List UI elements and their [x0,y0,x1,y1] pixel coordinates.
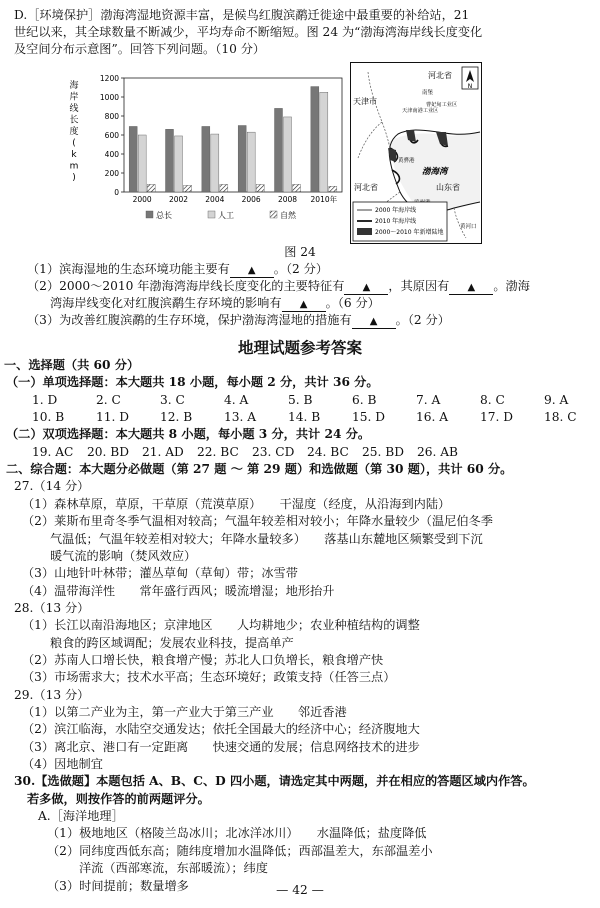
answer-choice: 16. A [416,410,449,424]
north-label: N [467,83,473,90]
answer-line: （2）滨江临海，水陆空交通发达；依托全国最大的经济中心；经济腹地大 [22,722,420,736]
map-label-huanghua: 黄骅港 [398,158,415,164]
y-axis-label-char: 长 [69,115,79,126]
bohai-bay-map [350,62,482,244]
legend-swatch [146,211,153,218]
answer-line: 若多做，则按作答的前两题评分。 [27,792,210,806]
map-legend [353,202,447,241]
answer-choice: 1. D [32,393,58,407]
map-label-nanpu: 南堡 [422,90,434,96]
north-arrow-icon [462,67,478,90]
legend-2010: 2010 年海岸线 [375,218,417,225]
legend-label: 总长 [156,211,172,220]
answer-choice: 4. A [224,393,249,407]
answer-line: 气温低；气温年较差相对较大；年降水量较多） 落基山东麓地区频繁受到下沉 [50,532,483,546]
legend-swatch [270,211,277,218]
map-label-tianjin-nangang: 天津南港工业区 [402,108,439,114]
answer-choice: 2. C [96,393,121,407]
answer-line: （2）苏南人口增长快，粮食增产慢；苏北人口负增长，粮食增产快 [22,653,384,667]
question-line-1: D.［环境保护］渤海湾湿地资源丰富，是候鸟红腹滨鹬迁徙途中最重要的补给站，21 [14,8,470,22]
bar-人工 [175,136,183,192]
answer-line: （2）同纬度西低东高；随纬度增加水温降低；西部温差大，东部温差小 [47,844,433,858]
y-tick-label: 800 [104,112,119,121]
bar-人工 [138,135,146,192]
answer-choice-row [32,444,472,460]
legend-2000: 2000 年海岸线 [375,207,417,214]
answer-choice: 7. A [416,393,441,407]
answer-choice-row [32,409,600,425]
map-label-tianjin: 天津市 [353,97,377,106]
x-tick-label: 2008 [277,195,298,204]
answer-blank: ▲ [352,314,396,329]
x-tick-label: 2006 [241,195,261,204]
sub-question-2-continued: 湾海岸线变化对红腹滨鹬生存环境的影响有 ▲ 。（6 分） [50,296,380,310]
legend-swatch [208,211,215,218]
plot-area [124,78,342,192]
answer-choice: 22. BC [197,445,239,459]
y-axis-label-char: 海 [69,81,79,91]
answer-blank: ▲ [344,280,388,295]
bar-人工 [320,92,328,192]
sub-question-2: （2）2000～2010 年渤海湾海岸线长度变化的主要特征有 ▲ ，其原因有 ▲ 。渤海 [27,279,530,293]
bar-总长 [238,126,246,193]
legend-new-land: 2000～2010 年新增陆地 [375,229,444,236]
answer-line: （4）因地制宜 [22,757,103,771]
answer-choice: 3. C [160,393,185,407]
answer-key-title: 地理试题参考答案 [237,339,362,357]
answer-choice: 5. B [288,393,313,407]
answer-choice: 25. BD [362,445,404,459]
answer-choice: 10. B [32,410,65,424]
x-tick-label: 2000 [132,195,152,204]
map-label-bohai-bay: 渤海湾 [422,167,448,177]
answer-line: （1）以第二产业为主，第一产业大于第三产业 邻近香港 [22,705,347,719]
answer-choice: 24. BC [307,445,349,459]
answer-line: （2）莱斯布里奇冬季气温相对较高；气温年较差相对较小；年降水量较少（温尼伯冬季 [22,514,493,528]
answer-line: 洋流（西部寒流，东部暖流）；纬度 [79,861,268,875]
answer-choice: 26. AB [417,445,459,459]
answer-line: （3）时间提前；数量增多 [47,879,189,893]
map-label-hebei-north: 河北省 [428,71,452,80]
bar-总长 [311,87,319,192]
x-tick-label: 2004 [205,195,225,204]
y-axis-label-char: ) [72,173,76,183]
y-tick-label: 400 [104,150,119,159]
answer-line: （1）长江以南沿海地区；京津地区 人均耕地少；农业种植结构的调整 [22,618,420,632]
bar-总长 [202,126,210,192]
bar-总长 [129,126,137,192]
answer-line: （3）离北京、港口有一定距离 快速交通的发展；信息网络技术的进步 [22,740,420,754]
answer-line: （二）双项选择题：本大题共 8 小题，每小题 3 分，共计 24 分。 [6,427,371,441]
answer-line: （3）市场需求大；技术水平高；生态环境好；政策支持（任答三点） [22,670,396,684]
answer-line: （一）单项选择题：本大题共 18 小题，每小题 2 分，共计 36 分。 [6,375,379,389]
answer-line: 一、选择题（共 60 分） [4,358,140,372]
answer-choice: 18. C [544,410,577,424]
coastline-length-bar-chart [60,62,350,242]
x-tick-label: 2010年 [310,195,338,204]
y-tick-label: 600 [104,131,119,140]
answer-line: 粮食的跨区域调配；发展农业科技，提高单产 [50,636,294,650]
map-label-hebei-south: 河北省 [354,183,378,192]
bar-自然 [329,186,337,192]
answer-choice: 12. B [160,410,193,424]
bar-自然 [220,184,228,192]
answer-line: 暖气流的影响（焚风效应） [50,549,197,563]
bar-人工 [211,134,219,192]
figure-caption: 图 24 [284,245,316,259]
answer-choice: 6. B [352,393,377,407]
answer-blank: ▲ [282,297,326,312]
answer-choice: 8. C [480,393,505,407]
bar-人工 [247,132,255,192]
y-axis-label-char: 度 [69,127,79,137]
question-line-2: 世纪以来，其全球数量不断减少，平均寿命不断缩短。图 24 为“渤海湾海岸线长度变化 [14,25,483,39]
answer-choice: 14. B [288,410,321,424]
y-tick-label: 1000 [99,93,119,102]
legend-label: 自然 [280,211,296,220]
answer-line: A.［海洋地理］ [38,809,124,823]
y-axis-label-char: m [69,161,79,172]
answer-line: 二、综合题：本大题分必做题（第 27 题 ～ 第 29 题）和选做题（第 30 题），共计 60 分。 [6,462,513,476]
answer-line: （4）温带海洋性 常年盛行西风；暖流增湿；地形抬升 [22,584,335,598]
bar-自然 [293,184,301,192]
sub-question-3: （3）为改善红腹滨鹬的生存环境，保护渤海湾湿地的措施有 ▲ 。（2 分） [27,313,450,327]
answer-line: 27.（14 分） [14,479,90,493]
answer-choice: 11. D [96,410,130,424]
bar-自然 [184,185,192,192]
map-label-caofeidian: 曹妃甸工业区 [426,102,458,108]
answer-choice: 19. AC [32,445,74,459]
answer-line: 29.（13 分） [14,688,90,702]
y-axis-label-char: ( [72,138,76,149]
answer-line: （1）森林草原，草原，干草原（荒漠草原） 干湿度（经度，从沿海到内陆） [22,497,451,511]
y-tick-label: 1200 [99,74,119,83]
answer-line: 28.（13 分） [14,601,90,615]
y-tick-label: 0 [114,188,119,197]
page-number: — 42 — [276,883,324,897]
bar-总长 [166,129,174,192]
legend-label: 人工 [218,211,234,220]
bar-自然 [256,184,264,192]
map-label-shandong: 山东省 [436,183,460,192]
map-label-yellow-river-mouth: 黄河口 [460,224,477,230]
answer-line: （3）山地针叶林带；灌丛草甸（草甸）带；冰雪带 [22,566,298,580]
answer-choice: 17. D [480,410,514,424]
y-tick-label: 200 [104,169,119,178]
answer-choice: 9. A [544,393,569,407]
bar-自然 [147,184,155,192]
answer-choice: 21. AD [142,445,184,459]
answer-choice: 15. D [352,410,386,424]
question-line-3: 及空间分布示意图”。回答下列问题。（10 分） [14,42,266,56]
answer-blank: ▲ [449,280,493,295]
bar-人工 [284,117,292,192]
answer-choice: 23. CD [252,445,295,459]
answer-choice: 13. A [224,410,257,424]
y-axis-label-char: k [71,150,77,160]
answer-choice-row [32,392,600,408]
y-axis-label-char: 线 [69,104,79,114]
answer-choice: 20. BD [87,445,129,459]
y-axis-label-char: 岸 [69,92,79,103]
answer-line: （1）极地地区（格陵兰岛冰川；北冰洋冰川） 水温降低；盐度降低 [47,826,427,840]
answer-line: 30.【选做题】本题包括 A、B、C、D 四小题，请选定其中两题，并在相应的答题区域内作答。 [14,774,535,788]
x-tick-label: 2002 [168,195,189,204]
sub-question-1: （1）滨海湿地的生态环境功能主要有 ▲ 。（2 分） [27,262,329,276]
answer-blank: ▲ [230,263,274,278]
bar-总长 [275,108,283,192]
